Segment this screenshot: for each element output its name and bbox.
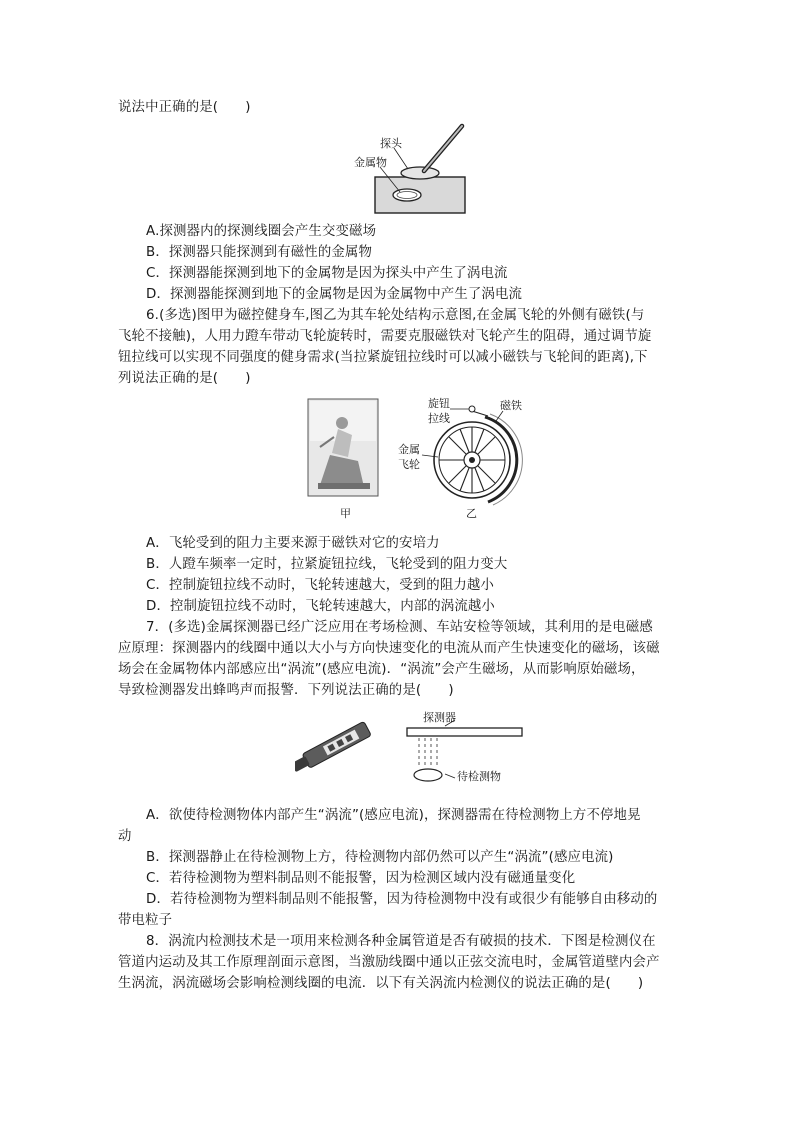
q6-stem-line-1: 6.(多选)图甲为磁控健身车,图乙为其车轮处结构示意图,在金属飞轮的外侧有磁铁(与 bbox=[146, 308, 645, 323]
exercise-bike-photo bbox=[308, 399, 378, 496]
caption-jia: 甲 bbox=[340, 507, 351, 520]
magnet-label: 磁铁 bbox=[500, 399, 522, 412]
q6-option-a: A．飞轮受到的阻力主要来源于磁铁对它的安培力 bbox=[146, 536, 440, 551]
q7-option-d-line-1: D．若待检测物为塑料制品则不能报警，因为待检测物中没有或很少有能够自由移动的 bbox=[146, 892, 658, 907]
q7-option-a-line-2: 动 bbox=[118, 829, 132, 844]
metal-object-label: 金属物 bbox=[354, 156, 387, 169]
q7-option-d-line-2: 带电粒子 bbox=[118, 913, 173, 928]
q8-stem-line-2: 管道内运动及其工作原理剖面示意图，当激励线圈中通以正弦交流电时，金属管道壁内会产 bbox=[118, 955, 660, 970]
q7-option-b: B．探测器静止在待检测物上方，待检测物内部仍然可以产生“涡流”(感应电流) bbox=[146, 850, 614, 865]
detector-label: 探测器 bbox=[423, 711, 456, 724]
q6-stem-line-4: 列说法正确的是( ) bbox=[118, 371, 251, 386]
q7-stem-line-4: 导致检测器发出蜂鸣声而报警．下列说法正确的是( ) bbox=[118, 683, 454, 698]
q6-figure bbox=[300, 395, 540, 523]
q7-stem-line-3: 场会在金属物体内部感应出“涡流”(感应电流)．“涡流”会产生磁场，从而影响原始磁场， bbox=[118, 662, 645, 677]
knob-icon bbox=[469, 406, 475, 412]
q5-option-d: D．探测器能探测到地下的金属物是因为金属物中产生了涡电流 bbox=[146, 287, 523, 302]
flywheel-label-2: 飞轮 bbox=[398, 458, 420, 471]
q5-figure bbox=[350, 120, 480, 215]
knob-label-2: 拉线 bbox=[428, 412, 450, 425]
q6-option-b: B．人蹬车频率一定时，拉紧旋钮拉线，飞轮受到的阻力变大 bbox=[146, 557, 508, 572]
q7-option-a-line-1: A．欲使待检测物体内部产生“涡流”(感应电流)，探测器需在待检测物上方不停地晃 bbox=[146, 808, 641, 823]
q7-figure bbox=[295, 708, 535, 794]
q6-stem-line-3: 钮拉线可以实现不同强度的健身需求(当拉紧旋钮拉线时可以减小磁铁与飞轮间的距离),下 bbox=[118, 350, 648, 365]
q7-stem-line-1: 7．(多选)金属探测器已经广泛应用在考场检测、车站安检等领域，其利用的是电磁感 bbox=[146, 620, 653, 635]
probe-head bbox=[401, 167, 439, 179]
q5-option-c: C．探测器能探测到地下的金属物是因为探头中产生了涡电流 bbox=[146, 266, 508, 281]
q6-option-c: C．控制旋钮拉线不动时，飞轮转速越大，受到的阻力越小 bbox=[146, 578, 495, 593]
q6-stem-line-2: 飞轮不接触)，人用力蹬车带动飞轮旋转时，需要克服磁铁对飞轮产生的阻碍，通过调节旋 bbox=[118, 329, 652, 344]
q7-stem-line-2: 应原理：探测器内的线圈中通以大小与方向快速变化的电流从而产生快速变化的磁场，该磁 bbox=[118, 641, 660, 656]
probe-label: 探头 bbox=[380, 137, 402, 150]
test-object bbox=[414, 769, 442, 781]
q8-stem-line-3: 生涡流，涡流磁场会影响检测线圈的电流．以下有关涡流内检测仪的说法正确的是( ) bbox=[118, 976, 644, 991]
q5-option-a: A.探测器内的探测线圈会产生交变磁场 bbox=[146, 224, 377, 239]
test-object-label: 待检测物 bbox=[457, 770, 501, 783]
q8-stem-line-1: 8．涡流内检测技术是一项用来检测各种金属管道是否有破损的技术．下图是检测仪在 bbox=[146, 934, 656, 949]
q6-option-d: D．控制旋钮拉线不动时，飞轮转速越大，内部的涡流越小 bbox=[146, 599, 495, 614]
knob-label-1: 旋钮 bbox=[428, 397, 450, 410]
handheld-detector-image bbox=[295, 721, 371, 775]
detector-bar bbox=[407, 728, 522, 736]
q5-option-b: B．探测器只能探测到有磁性的金属物 bbox=[146, 245, 372, 260]
q5-stem-tail: 说法中正确的是( ) bbox=[118, 100, 251, 115]
caption-yi: 乙 bbox=[466, 507, 477, 520]
q7-option-c: C．若待检测物为塑料制品则不能报警，因为检测区域内没有磁通量变化 bbox=[146, 871, 576, 886]
flywheel-label-1: 金属 bbox=[398, 443, 420, 456]
